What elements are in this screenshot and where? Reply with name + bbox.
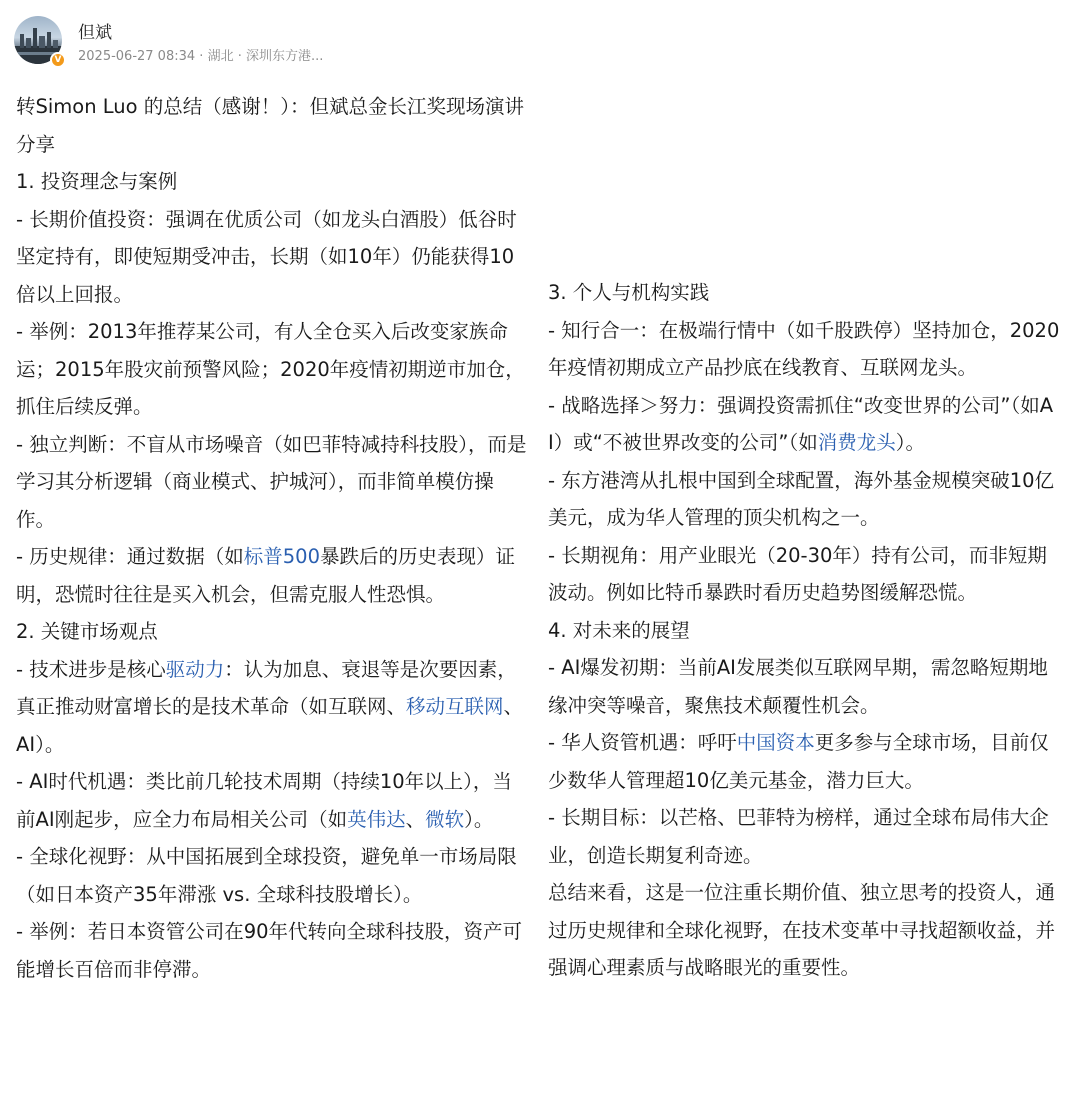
post-timestamp: 2025-06-27 08:34 <box>78 49 196 64</box>
text-run: ）。 <box>895 431 925 454</box>
post-paragraph: - 知行合一：在极端行情中（如千股跌停）坚持加仓，2020年疫情初期成立产品抄底在线教育、互联网龙头。 <box>548 318 1060 379</box>
section-heading: 3. 个人与机构实践 <box>548 281 710 304</box>
topic-link-mobile-internet[interactable]: 移动互联网 <box>406 695 504 718</box>
topic-link-sp500[interactable]: 标普500 <box>243 545 320 568</box>
section-heading: 2. 关键市场观点 <box>16 620 158 643</box>
post-paragraph <box>16 763 528 838</box>
author-name[interactable]: 但斌 <box>78 23 112 43</box>
post-source[interactable]: 深圳东方港... <box>246 49 324 64</box>
post-paragraph: 转Simon Luo 的总结（感谢！）：但斌总金长江奖现场演讲分享 <box>16 95 525 156</box>
post-location: 湖北 <box>207 49 234 64</box>
meta-separator: · <box>199 49 204 64</box>
post-paragraph: - AI爆发初期：当前AI发展类似互联网早期，需忽略短期地缘冲突等噪音，聚焦技术颠覆性机会。 <box>548 656 1048 717</box>
post-header <box>14 14 714 66</box>
text-run: - 战略选择＞努力：强调投资需抓住“改变世界的公司”（如AI）或“不被世界改变的公司”（如 <box>548 393 1054 454</box>
text-run: ）。 <box>464 807 494 831</box>
post-paragraph <box>548 387 1063 462</box>
post-paragraph: - 举例：2013年推荐某公司，有人全仓买入后改变家族命运；2015年股灾前预警风险；2020年疫情初期逆市加仓，抓住后续反弹。 <box>16 320 525 418</box>
post-paragraph <box>16 538 528 613</box>
post-paragraph <box>548 724 1063 799</box>
text-run: - 华人资管机遇：呼吁 <box>548 731 737 754</box>
post-paragraph: - 独立判断：不盲从市场噪音（如巴菲特减持科技股），而是学习其分析逻辑（商业模式、护城河），而非简单模仿操作。 <box>16 432 527 531</box>
post-meta <box>78 45 323 64</box>
post-paragraph: - 长期价值投资：强调在优质公司（如龙头白酒股）低谷时坚定持有，即使短期受冲击，长期（如10年）仍能获得10倍以上回报。 <box>16 207 517 306</box>
post-paragraph <box>16 651 528 764</box>
summary-paragraph: 总结来看，这是一位注重长期价值、独立思考的投资人，通过历史规律和全球化视野，在技术变革中寻找超额收益，并强调心理素质与战略眼光的重要性。 <box>548 881 1056 979</box>
text-run: 、AI）。 <box>16 695 524 756</box>
text-run: - 历史规律：通过数据（如 <box>16 545 244 568</box>
topic-link-consumer-leader[interactable]: 消费龙头 <box>817 431 896 454</box>
text-run: ：认为加息、衰退等是次要因素，真正推动财富增长的是技术革命（如互联网、 <box>16 657 517 718</box>
text-run: - 技术进步是核心 <box>16 657 166 681</box>
post-paragraph: - 东方港湾从扎根中国到全球配置，海外基金规模突破10亿美元，成为华人管理的顶尖机构之一。 <box>548 468 1055 529</box>
post-paragraph: - 举例：若日本资管公司在90年代转向全球科技股，资产可能增长百倍而非停滞。 <box>16 920 523 981</box>
topic-link-nvidia[interactable]: 英伟达 <box>347 807 406 831</box>
post-paragraph: - 长期目标：以芒格、巴菲特为榜样，通过全球布局伟大企业，创造长期复利奇迹。 <box>548 806 1049 867</box>
text-run: 暴跌后的历史表现）证明，恐慌时往往是买入机会，但需克服人性恐惧。 <box>16 545 515 606</box>
text-run: 更多参与全球市场，目前仅少数华人管理超10亿美元基金，潜力巨大。 <box>548 731 1049 792</box>
meta-separator: · <box>237 49 242 64</box>
section-heading: 1. 投资理念与案例 <box>16 170 178 193</box>
post-body-left-column <box>16 88 528 988</box>
text-run: - AI时代机遇：类比前几轮技术周期（持续10年以上），当前AI刚起步，应全力布局相关公司（如 <box>16 770 512 831</box>
topic-link-microsoft[interactable]: 微软 <box>425 807 465 831</box>
post-body-right-column <box>548 274 1063 987</box>
section-heading: 4. 对未来的展望 <box>548 618 690 642</box>
post-paragraph: - 全球化视野：从中国拓展到全球投资，避免单一市场局限（如日本资产35年滞涨 vs. 全球科技股增长）。 <box>16 845 517 906</box>
text-run: 、 <box>405 807 426 831</box>
verified-badge-icon: V <box>50 52 66 68</box>
topic-link-china-capital[interactable]: 中国资本 <box>736 731 815 754</box>
post-paragraph: - 长期视角：用产业眼光（20-30年）持有公司，而非短期波动。例如比特币暴跌时看历史趋势图缓解恐慌。 <box>548 543 1047 604</box>
topic-link-driving-force[interactable]: 驱动力 <box>165 657 225 681</box>
